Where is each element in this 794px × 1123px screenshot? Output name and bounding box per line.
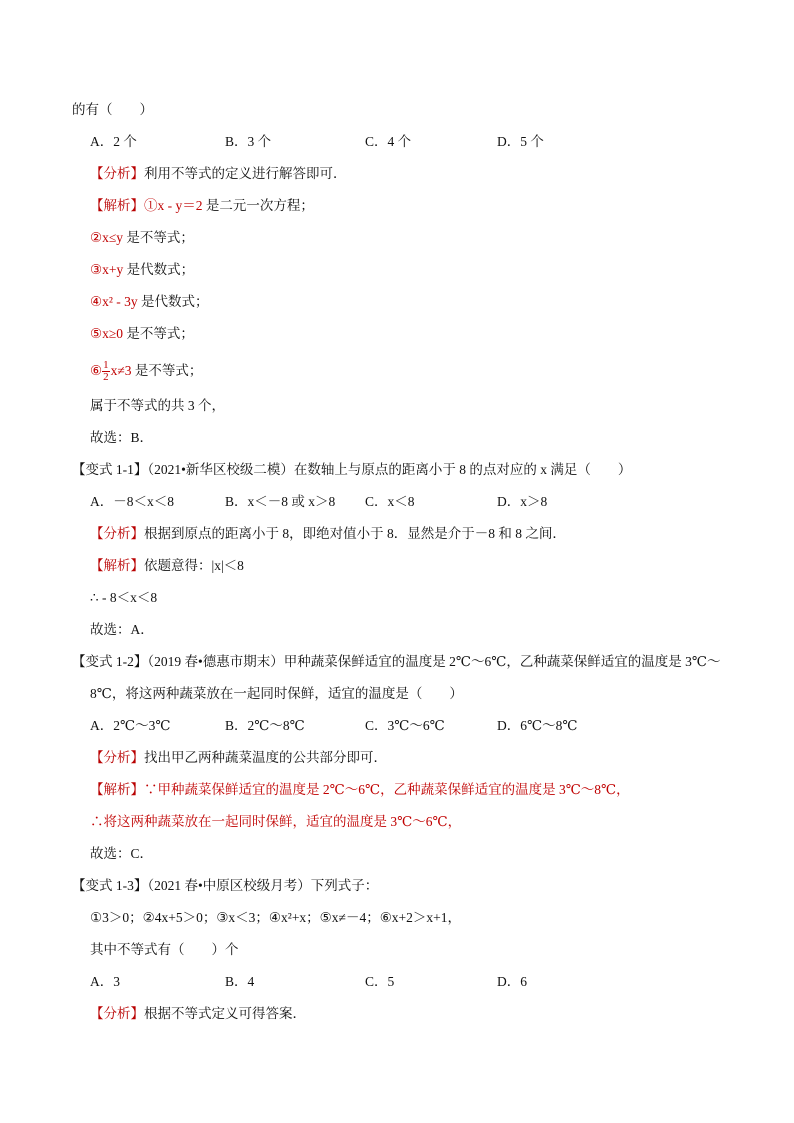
question-stem-tail: 的有（ ） <box>72 102 153 117</box>
analysis-tag: 【分析】 <box>90 166 144 181</box>
question-source: （2021 春•中原区校级月考） <box>147 878 311 893</box>
step-expression: x² - 3y <box>102 294 138 309</box>
q0-solution-step-3 <box>90 261 194 279</box>
question-text: 下列式子： <box>310 878 379 893</box>
fraction <box>102 360 110 383</box>
step-expression: x≠3 <box>110 363 132 378</box>
q0-option-a: A．2 个 <box>90 134 137 149</box>
q3-option-b: B．4 <box>225 974 255 989</box>
q3-analysis <box>90 1005 306 1023</box>
q2-option-d: D．6℃～8℃ <box>497 718 578 733</box>
analysis-text: 根据不等式定义可得答案． <box>144 1006 306 1021</box>
q1-stem <box>72 461 631 479</box>
q0-solution-step-6 <box>90 359 202 383</box>
step-mark: ⑤ <box>90 326 103 341</box>
analysis-tag: 【分析】 <box>90 750 144 765</box>
q0-solution-step-1 <box>90 197 314 215</box>
step-text: 是代数式； <box>137 294 209 309</box>
q0-solution-step-5 <box>90 325 194 343</box>
q2-option-b: B．2℃～8℃ <box>225 718 305 733</box>
q0-analysis <box>90 165 347 183</box>
q2-solution <box>90 781 630 799</box>
q1-analysis <box>90 525 566 543</box>
fraction-numerator: 1 <box>103 359 109 372</box>
q1-solution-step: ∴ - 8＜x＜8 <box>90 590 158 605</box>
solution-text: ∵甲种蔬菜保鲜适宜的温度是 2℃～6℃，乙种蔬菜保鲜适宜的温度是 3℃～8℃， <box>144 782 630 797</box>
q3-stem <box>72 877 378 895</box>
analysis-text: 找出甲乙两种蔬菜温度的公共部分即可． <box>144 750 387 765</box>
step-expression: x≤y <box>102 230 124 245</box>
analysis-text: 根据到原点的距离小于 8，即绝对值小于 8．显然是介于－8 和 8 之间． <box>144 526 566 541</box>
q0-option-c: C．4 个 <box>365 134 412 149</box>
step-text: 是不等式； <box>123 230 194 245</box>
fraction-denominator: 2 <box>103 371 109 384</box>
step-mark: ④ <box>90 294 103 309</box>
q3-option-a: A．3 <box>90 974 120 989</box>
variant-title: 【变式 1-1】 <box>72 462 148 477</box>
analysis-text: 利用不等式的定义进行解答即可． <box>144 166 347 181</box>
q1-option-b: B．x＜－8 或 x＞8 <box>225 494 336 509</box>
solution-text: 依题意得：|x|＜8 <box>144 558 244 573</box>
step-text: 是代数式； <box>123 262 195 277</box>
q1-option-a: A．－8＜x＜8 <box>90 494 174 509</box>
question-text: 在数轴上与原点的距离小于 8 的点对应的 x 满足（ ） <box>293 462 632 477</box>
q0-option-d: D．5 个 <box>497 134 544 149</box>
q3-options-row <box>0 973 794 991</box>
step-mark: ② <box>90 230 103 245</box>
q1-answer: 故选：A． <box>90 622 154 637</box>
q0-solution-step-4 <box>90 293 209 311</box>
solution-tag: 【解析】 <box>90 782 144 797</box>
q2-option-a: A．2℃～3℃ <box>90 718 171 733</box>
q0-solution-step-2 <box>90 229 194 247</box>
question-text: 甲种蔬菜保鲜适宜的温度是 2℃～6℃，乙种蔬菜保鲜适宜的温度是 3℃～ <box>283 654 721 669</box>
solution-tag: 【解析】 <box>90 558 144 573</box>
q1-option-d: D．x＞8 <box>497 494 548 509</box>
q0-answer: 故选：B． <box>90 430 154 445</box>
step-mark: ⑥ <box>90 363 103 378</box>
step-expression: x+y <box>102 262 124 277</box>
q2-solution-step: ∴将这两种蔬菜放在一起同时保鲜，适宜的温度是 3℃～6℃， <box>90 814 462 829</box>
q3-expression-list: ①3＞0；②4x+5＞0；③x＜3；④x²+x；⑤x≠－4；⑥x+2＞x+1， <box>90 910 462 925</box>
step-expression: x≥0 <box>102 326 124 341</box>
q2-stem-line-1 <box>72 653 721 671</box>
step-mark: ③ <box>90 262 103 277</box>
solution-tag: 【解析】 <box>90 198 144 213</box>
q0-option-b: B．3 个 <box>225 134 272 149</box>
q2-stem-line-2: 8℃，将这两种蔬菜放在一起同时保鲜，适宜的温度是（ ） <box>90 686 463 701</box>
step-text: 是不等式； <box>131 363 203 378</box>
q2-options-row <box>0 717 794 735</box>
variant-title: 【变式 1-2】 <box>72 654 148 669</box>
q3-option-c: C．5 <box>365 974 395 989</box>
q0-conclusion: 属于不等式的共 3 个， <box>90 398 225 413</box>
q1-options-row <box>0 493 794 511</box>
q2-option-c: C．3℃～6℃ <box>365 718 445 733</box>
step-text: 是二元一次方程； <box>202 198 314 213</box>
analysis-tag: 【分析】 <box>90 1006 144 1021</box>
question-source: （2021•新华区校级二模） <box>147 462 294 477</box>
q3-question: 其中不等式有（ ）个 <box>90 942 239 957</box>
q1-solution <box>90 557 244 575</box>
variant-title: 【变式 1-3】 <box>72 878 148 893</box>
q3-option-d: D．6 <box>497 974 527 989</box>
analysis-tag: 【分析】 <box>90 526 144 541</box>
question-source: （2019 春•德惠市期末） <box>147 654 284 669</box>
q1-option-c: C．x＜8 <box>365 494 415 509</box>
q2-analysis <box>90 749 387 767</box>
q2-answer: 故选：C． <box>90 846 154 861</box>
step-text: 是不等式； <box>123 326 194 341</box>
step-expression: x - y＝2 <box>157 198 203 213</box>
q0-options-row <box>0 133 794 151</box>
step-mark: ① <box>144 198 158 213</box>
